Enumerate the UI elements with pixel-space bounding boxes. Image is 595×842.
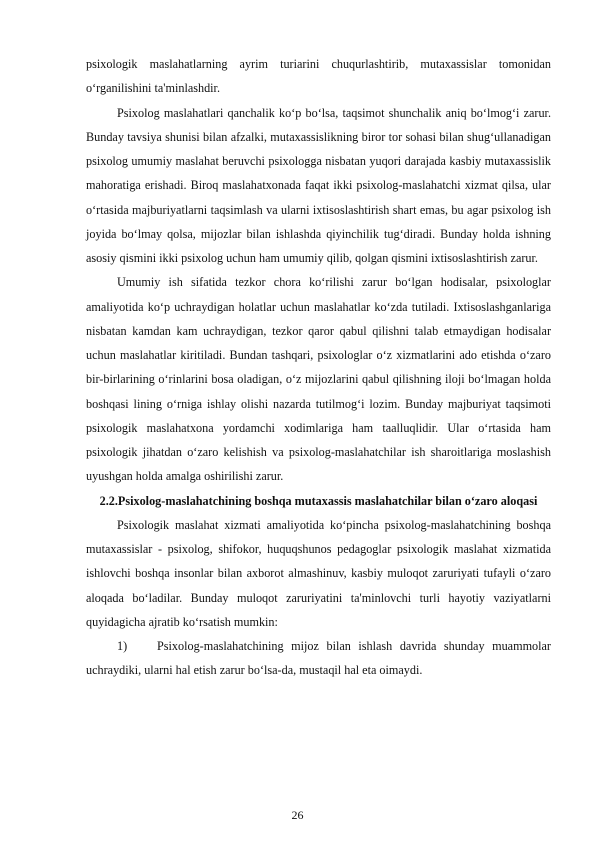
paragraph-distribution: Psixolog maslahatlari qanchalik ko‘p bo‘lsa, taqsimot shunchalik aniq bo‘lmog‘i zarur. Bunday tavsiya shunisi bilan afzalki, mutaxassislikning biror tor sohasi bilan shug‘ullanadigan psixolog umumiy maslahat beruvchi psixologga nisbatan yuqori darajada kasbiy mutaxassislik mahoratiga erishadi. Biroq maslahatxonada faqat ikki psixolog-maslahatchi xizmat qilsa, ular o‘rtasida majburiyatlarni taqsimlash va ularni ixtisoslashtirish shart emas, bu agar psixolog ish joyida bo‘lmay qolsa, mijozlar bilan ishlashda qiyinchilik tug‘diradi. Bunday holda ishning asosiy qismini ikki psixolog uchun ham umumiy qilib, qolgan qismini ixtisoslashtirish zarur.	[86, 105, 551, 265]
list-item	[86, 634, 551, 683]
paragraph-continuation: psixologik maslahatlarning ayrim turiarini chuqurlashtirib, mutaxassislar tomonidan o‘rganilishini ta'minlashdir.	[86, 57, 551, 96]
paragraph-general-work: Umumiy ish sifatida tezkor chora ko‘rilishi zarur bo‘lgan hodisalar, psixologlar amaliyotida ko‘p uchraydigan holatlar uchun maslahatlar ko‘zda tutiladi. Ixtisoslashganlariga nisbatan kamdan kam uchraydigan, tezkor qaror qabul qilishni talab etmaydigan hodisalar uchun maslahatlar kiritiladi. Bundan tashqari, psixologlar o‘z xizmatlarini ado etishda o‘zaro bir-birlarining o‘rinlarini bosa oladigan, o‘z mijozlarini qabul qilishning iloji bo‘lmagan holda boshqasi lining o‘rniga ishlay olishi nazarda tutilmog‘i lozim. Bunday majburiyat taqsimoti psixologik maslahatxona yordamchi xodimlariga ham taalluqlidir. Ular o‘rtasida ham psixologik jihatdan o‘zaro kelishish va psixolog-maslahatchilar ish sharoitlariga moslashish uyushgan holda amalga oshirilishi zarur.	[86, 275, 551, 484]
page-number: 26	[291, 808, 304, 822]
list-item-text: Psixolog-maslahatchining mijoz bilan ishlash davrida shunday muammolar uchraydiki, ularni hal etish zarur bo‘lsa-da, mustaqil hal eta oimaydi.	[86, 639, 551, 678]
list-item-number: 1)	[117, 639, 128, 653]
document-page	[86, 52, 551, 683]
paragraph-practice: Psixologik maslahat xizmati amaliyotida ko‘pincha psixolog-maslahatchining boshqa mutaxassislar - psixolog, shifokor, huquqshunos pedagoglar psixologik maslahat xizmatida ishlovchi boshqa insonlar bilan axborot almashinuv, kasbiy muloqot zaruriyati tufayli o‘zaro aloqada bo‘ladilar. Bunday muloqot zaruriyatini ta'minlovchi turli hayotiy vaziyatlarni quyidagicha ajratib ko‘rsatish mumkin:	[86, 517, 551, 629]
section-heading: 2.2.Psixolog-maslahatchining boshqa mutaxassis maslahatchilar bilan o‘zaro aloqasi	[99, 493, 538, 508]
